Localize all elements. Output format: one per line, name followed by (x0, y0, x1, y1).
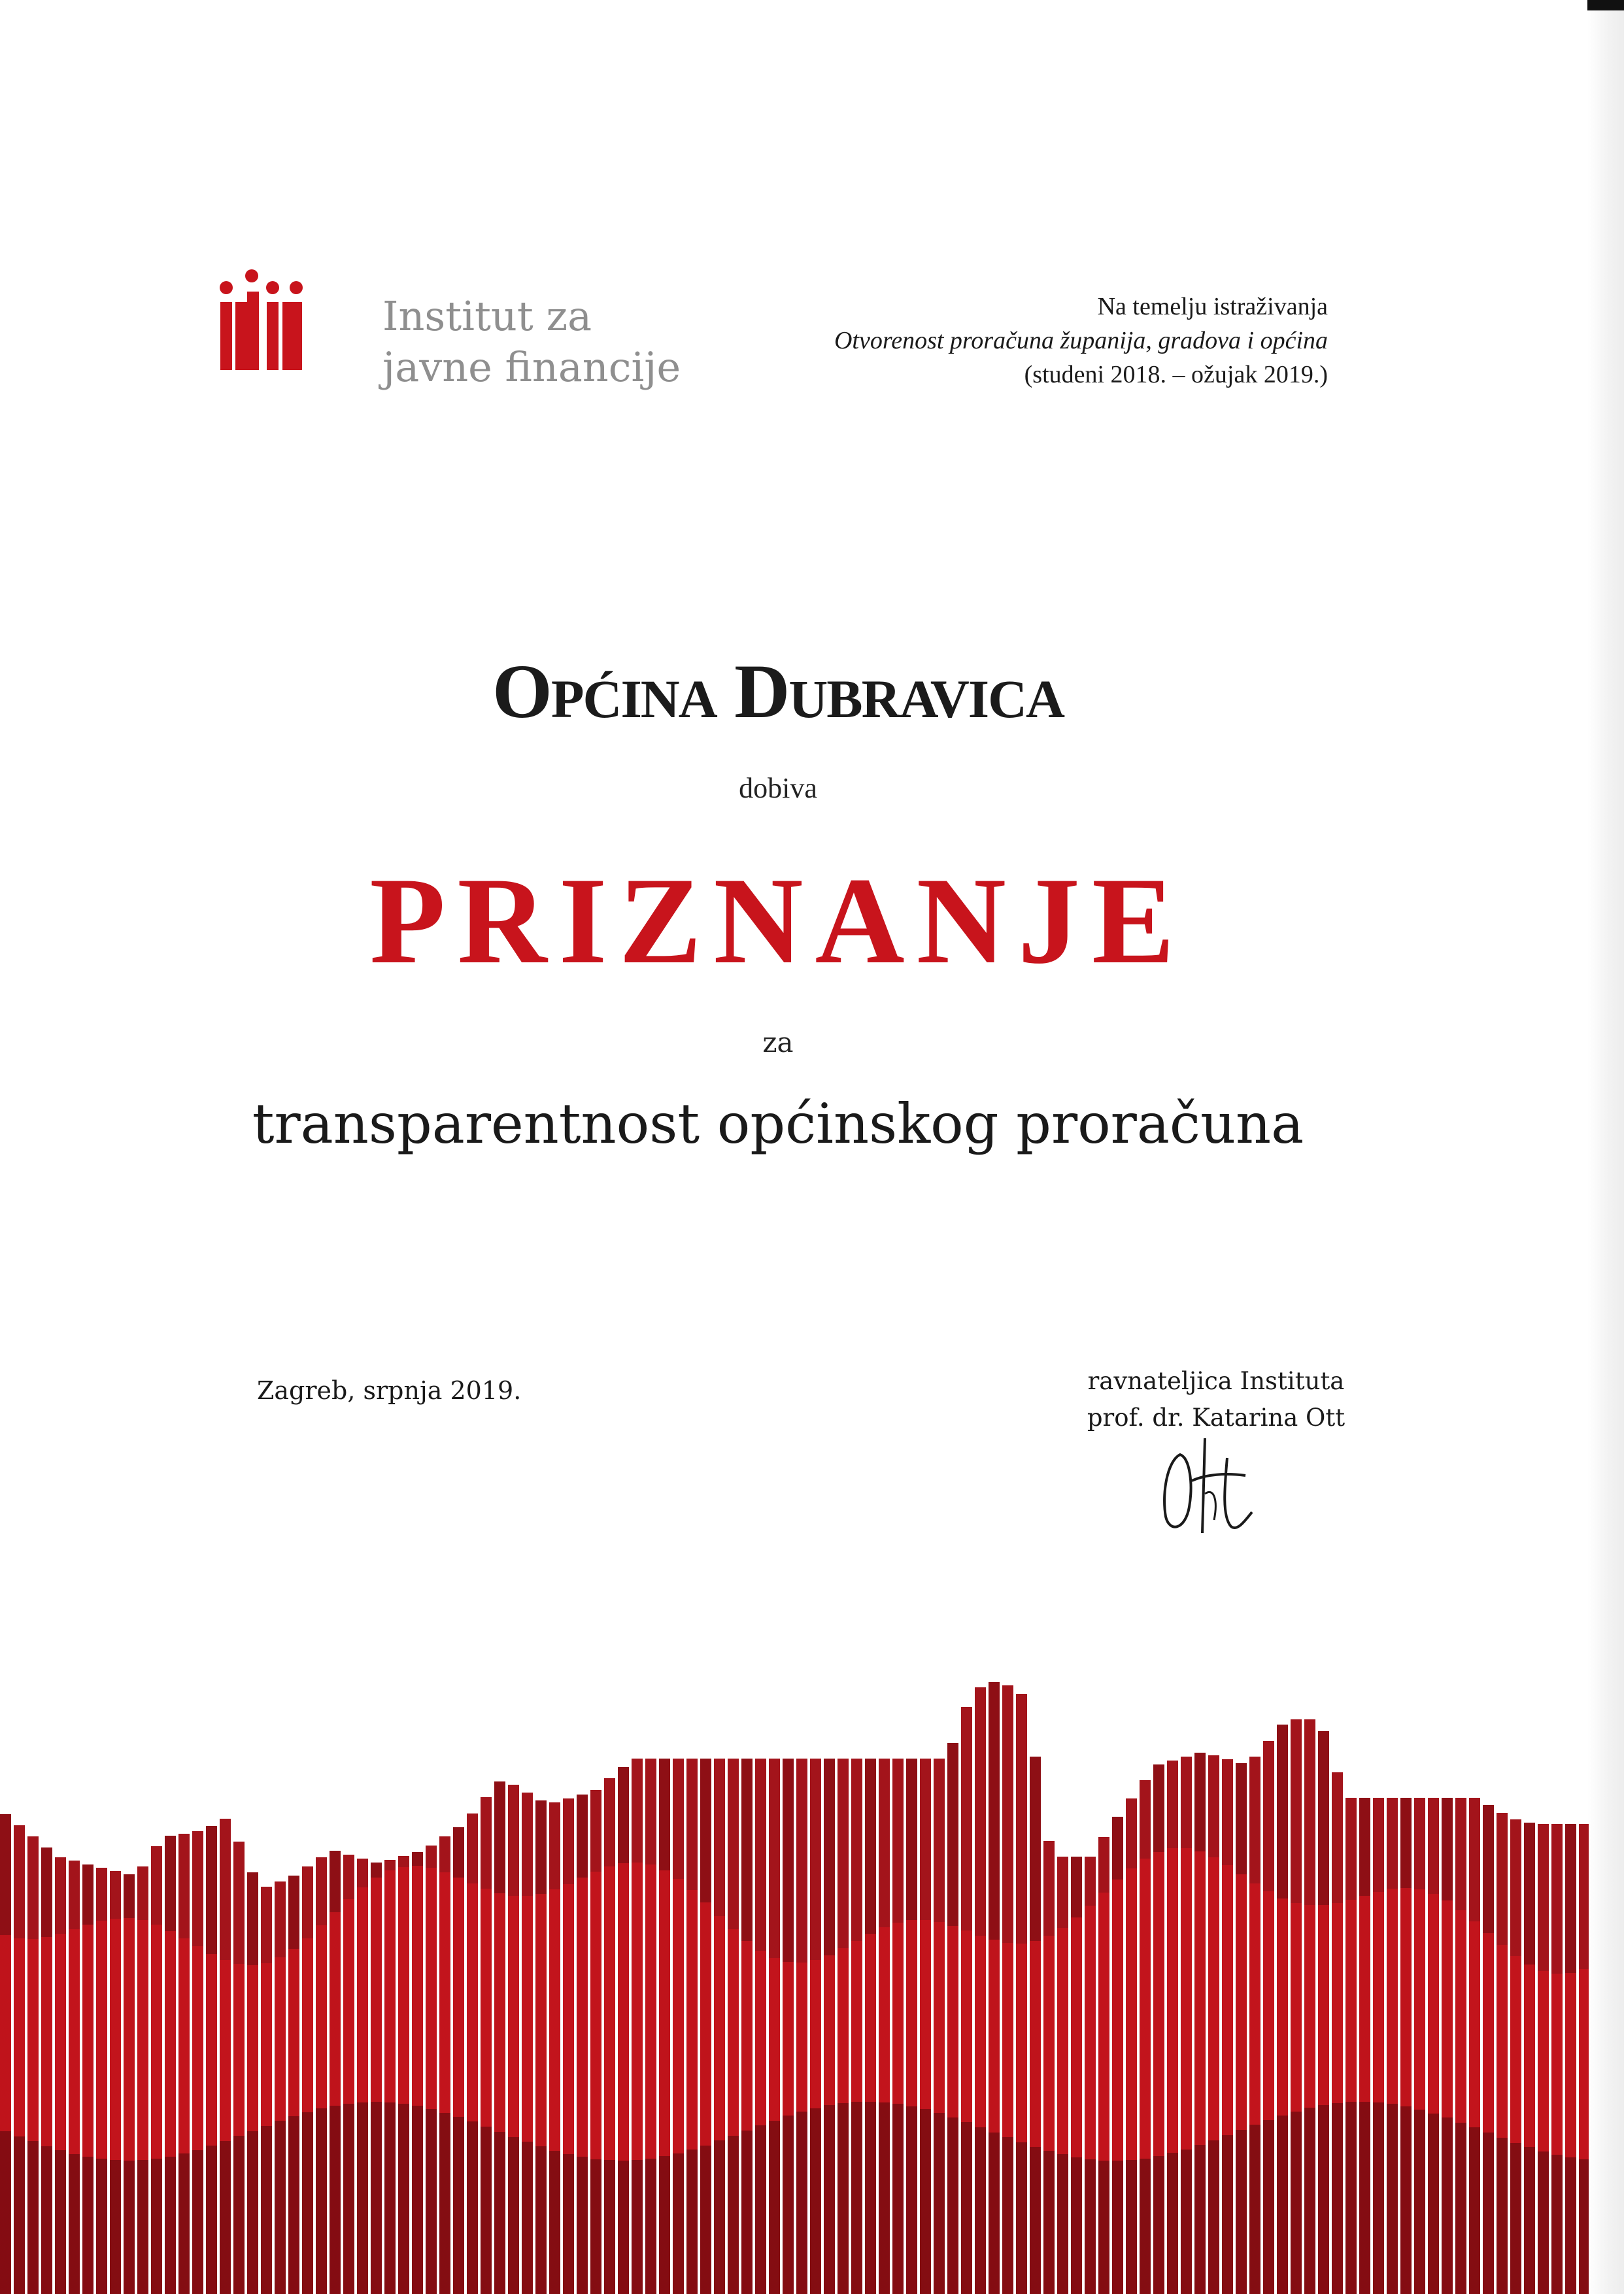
skyline-bar-base (1249, 2125, 1260, 2294)
skyline-bar-base (1565, 2157, 1576, 2294)
skyline-bar-base (275, 2121, 286, 2294)
skyline-bar-base (124, 2161, 135, 2294)
research-note-line1: Na temelju istraživanja (1097, 293, 1328, 320)
skyline-bar-base (1359, 2102, 1370, 2294)
skyline-bar-base (1318, 2105, 1329, 2294)
skyline-bar-base (384, 2102, 396, 2294)
skyline-bar-base (1043, 2151, 1055, 2294)
skyline-bar-base (1414, 2110, 1425, 2294)
institute-name (382, 291, 681, 393)
research-note (834, 290, 1328, 392)
skyline-bar-base (673, 2153, 684, 2294)
skyline-bar-base (1551, 2155, 1563, 2294)
skyline-bar-base (302, 2112, 313, 2294)
skyline-bar-base (371, 2102, 382, 2294)
institute-name-line1: Institut za (382, 292, 592, 340)
skyline-bar-base (961, 2122, 972, 2294)
skyline-bar-base (1030, 2147, 1041, 2294)
skyline-bar-base (659, 2156, 670, 2294)
skyline-bar-base (1373, 2102, 1384, 2294)
skyline-bar-base (110, 2160, 121, 2294)
skyline-bar-base (1579, 2159, 1589, 2294)
skyline-bar-base (1387, 2104, 1398, 2294)
skyline-bar-base (741, 2131, 753, 2294)
receives-text: dobiva (739, 772, 817, 804)
skyline-bar-base (0, 2131, 11, 2294)
signatory-name: prof. dr. Katarina Ott (1087, 1404, 1345, 1432)
skyline-bar-base (1098, 2161, 1109, 2294)
skyline-bar-base (1236, 2130, 1247, 2294)
skyline-bar-base (892, 2104, 904, 2294)
institute-name-line2: javne financije (382, 343, 681, 391)
skyline-bar-base (1126, 2160, 1137, 2294)
skyline-bar-base (1112, 2161, 1123, 2294)
skyline-bar-base (467, 2121, 478, 2294)
skyline-bar-base (261, 2126, 272, 2294)
skyline-bar-base (330, 2106, 341, 2294)
research-note-line3: (studeni 2018. – ožujak 2019.) (1024, 361, 1328, 388)
skyline-bar-base (934, 2113, 945, 2294)
skyline-bar-base (1140, 2159, 1151, 2294)
skyline-bar-base (1181, 2150, 1192, 2294)
skyline-bar-base (439, 2113, 450, 2294)
skyline-bar-base (906, 2106, 917, 2294)
signature (1154, 1435, 1265, 1540)
skyline-bar-base (1002, 2137, 1013, 2294)
skyline-bar-base (989, 2133, 1000, 2294)
skyline-bar-base (590, 2159, 601, 2294)
skyline-bar-base (796, 2112, 807, 2294)
skyline-bar-base (810, 2108, 821, 2294)
skyline-bar-base (1222, 2135, 1233, 2294)
skyline-bar-base (645, 2159, 656, 2294)
skyline-bar-base (357, 2102, 368, 2294)
award-subject: transparentnost općinskog proračuna (252, 1092, 1304, 1156)
skyline-bar-base (343, 2104, 354, 2294)
skyline-bar-base (783, 2116, 794, 2294)
skyline-bar-base (27, 2141, 39, 2294)
skyline-bar-base (1057, 2154, 1068, 2294)
skyline-bar-base (714, 2140, 725, 2294)
skyline-bar-base (1304, 2108, 1315, 2294)
research-note-line2: Otvorenost proračuna županija, gradova i općina (834, 327, 1328, 354)
skyline-bar-base (316, 2108, 327, 2294)
skyline-bar-base (178, 2153, 190, 2294)
signatory-role: ravnateljica Instituta (1087, 1367, 1345, 1395)
skyline-bar-base (1194, 2145, 1206, 2294)
recipient-name: Općina Dubravica (492, 649, 1064, 734)
scan-edge (1587, 0, 1624, 2294)
skyline-bar-base (837, 2103, 849, 2294)
skyline-bar-base (755, 2125, 766, 2294)
skyline-bar-base (1291, 2112, 1302, 2294)
skyline-bar-base (1538, 2151, 1549, 2294)
skyline-bar-base (686, 2150, 698, 2294)
skyline-bar-base (14, 2136, 25, 2294)
skyline-bar-base (233, 2136, 245, 2294)
place-date: Zagreb, srpnja 2019. (257, 1376, 522, 1405)
scan-corner-mark (1587, 0, 1624, 10)
skyline-bar-base (1497, 2138, 1508, 2294)
skyline-bar-base (1071, 2157, 1082, 2294)
skyline-bar-base (1263, 2120, 1274, 2294)
skyline-bar-base (1332, 2103, 1343, 2294)
skyline-bar-base (851, 2102, 862, 2294)
skyline-bar-base (508, 2137, 519, 2294)
skyline-bar-base (947, 2117, 958, 2294)
skyline-bar-base (975, 2127, 986, 2294)
award-title: PRIZNANJE (369, 852, 1187, 990)
skyline-bar-base (879, 2102, 890, 2294)
skyline-bar-base (192, 2150, 203, 2294)
skyline-bar-base (1208, 2140, 1219, 2294)
skyline-bar-base (920, 2109, 931, 2294)
skyline-bar-base (1469, 2127, 1480, 2294)
skyline-bar-base (1153, 2156, 1164, 2294)
skyline-bar-base (563, 2154, 574, 2294)
for-text: za (762, 1026, 794, 1058)
skyline-bar-base (1483, 2133, 1494, 2294)
skyline-bar-base (398, 2104, 409, 2294)
skyline-bar-base (1167, 2153, 1178, 2294)
skyline-decoration (0, 1661, 1589, 2294)
skyline-bar-base (165, 2157, 176, 2294)
skyline-bar-base (1400, 2106, 1412, 2294)
skyline-bar-base (41, 2146, 52, 2294)
skyline-bar-base (728, 2136, 739, 2294)
skyline-bar-base (522, 2142, 533, 2294)
skyline-bar-base (426, 2109, 437, 2294)
skyline-bar-base (1510, 2143, 1521, 2294)
skyline-bar-base (769, 2121, 780, 2294)
skyline-bar-base (1345, 2102, 1357, 2294)
skyline-bar-base (494, 2132, 505, 2294)
skyline-bar-base (618, 2161, 629, 2294)
skyline-bar-base (577, 2157, 588, 2294)
skyline-bar-base (220, 2141, 231, 2294)
skyline-bar-base (1524, 2147, 1535, 2294)
skyline-bar-base (535, 2146, 547, 2294)
skyline-bar-base (151, 2159, 162, 2294)
skyline-bar-base (824, 2105, 835, 2294)
skyline-bar-base (82, 2157, 93, 2294)
skyline-bar-base (137, 2160, 148, 2294)
skyline-bar-base (1455, 2123, 1466, 2294)
skyline-bar-base (96, 2159, 107, 2294)
skyline-bar-base (632, 2160, 643, 2294)
skyline-bar-base (700, 2146, 711, 2294)
skyline-bar-base (247, 2131, 258, 2294)
skyline-bar-base (69, 2154, 80, 2294)
skyline-bar-base (453, 2117, 464, 2294)
skyline-bar-base (1016, 2142, 1027, 2294)
institute-logo-icon (219, 268, 304, 373)
skyline-bar-base (865, 2102, 876, 2294)
skyline-bar-base (1085, 2159, 1096, 2294)
skyline-bar-base (206, 2146, 217, 2294)
signatory-block (1072, 1363, 1360, 1436)
skyline-bar-base (481, 2127, 492, 2294)
skyline-bar-base (55, 2150, 66, 2294)
skyline-bar-base (412, 2106, 423, 2294)
skyline-bar-base (1277, 2116, 1288, 2294)
skyline-bar-base (1442, 2117, 1453, 2294)
skyline-bar-base (1428, 2114, 1439, 2294)
skyline-bar-base (288, 2116, 299, 2294)
skyline-bar-base (549, 2151, 560, 2294)
skyline-bar-base (604, 2160, 615, 2294)
